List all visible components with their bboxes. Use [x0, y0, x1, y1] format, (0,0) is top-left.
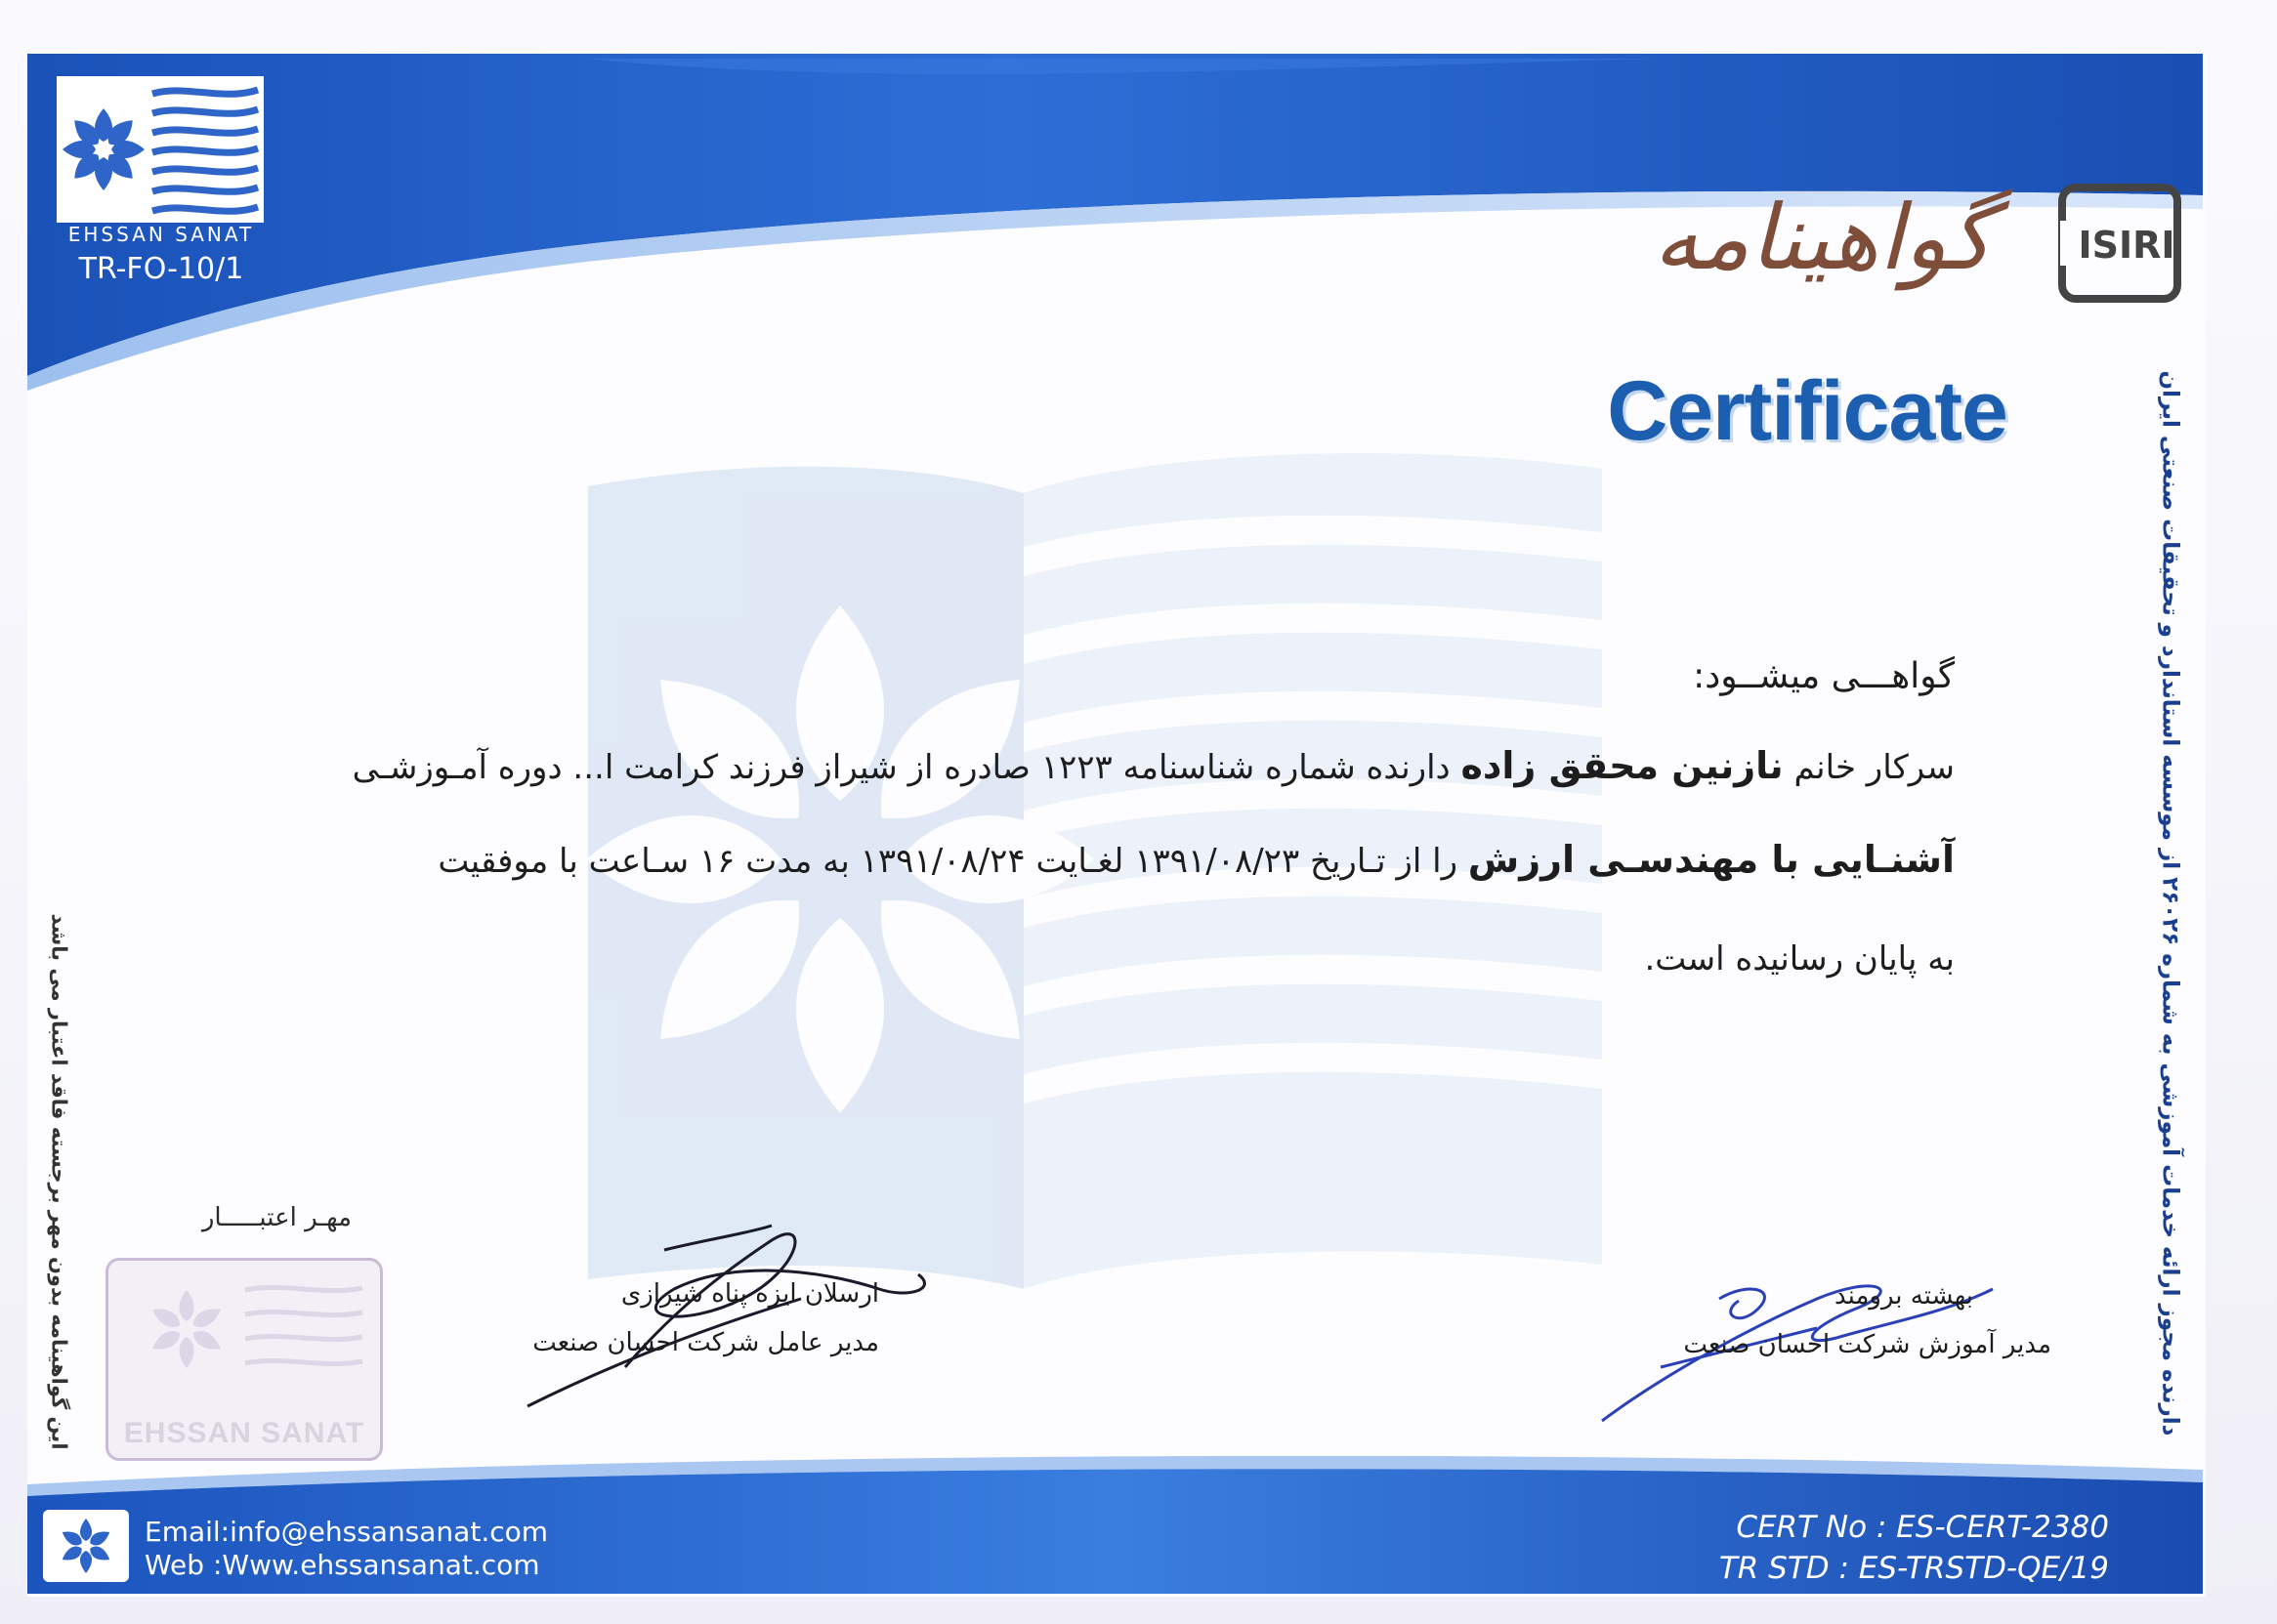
- training-standard-code: TR STD : ES-TRSTD-QE/19: [1718, 1551, 2109, 1586]
- iso-mark-icon: [2056, 182, 2183, 305]
- recipient-prefix: سرکار خانم: [1783, 748, 1955, 787]
- footer-logo-icon: [39, 1504, 133, 1586]
- side-note-validity-text: این گواهینامه بدون مهر برجسته فاقد اعتبار می باشد: [48, 913, 72, 1450]
- signatory-ceo-title: مدیر عامل شرکت احسان صنعت: [532, 1328, 879, 1357]
- course-line: [89, 838, 1955, 881]
- recipient-name: نازنین محقق زاده: [1460, 744, 1784, 787]
- signatory-training-manager-title: مدیر آموزش شرکت احسان صنعت: [1683, 1330, 2051, 1359]
- seal-label: مهـر اعتبـــــار: [201, 1203, 352, 1232]
- title-persian: گواهینامه: [1653, 186, 1993, 290]
- seal-embossed-text: EHSSAN SANAT: [123, 1417, 365, 1449]
- recipient-line: [89, 744, 1955, 787]
- side-note-validity: [35, 913, 84, 1450]
- course-details: را از تـاریخ ۱۳۹۱/۰۸/۲۳ لغـایت ۱۳۹۱/۰۸/۲۴ به مدت ۱۶ سـاعت با موفقیت: [438, 842, 1468, 881]
- completion-line: به پایان رسانیده است.: [1644, 939, 1955, 979]
- star-flower-logo-icon: [63, 108, 145, 190]
- title-english: Certificate: [1607, 364, 2007, 458]
- side-note-license-text: دارنده مجوز ارائه خدمات آموزشی به شماره ۲۶۰۲۶ از موسسه استاندارد و تحقیقات صنعتی ایران: [2157, 370, 2182, 1437]
- side-note-license: [2144, 352, 2195, 1455]
- signatory-ceo-name: ارسلان ایزه پناه شیرازی: [620, 1279, 879, 1309]
- course-name: آشنـایی با مهندسـی ارزش: [1467, 838, 1955, 881]
- seal-flower-icon: [108, 1261, 380, 1407]
- certifies-line: گواهـــی میشــود:: [1693, 656, 1955, 696]
- certificate-number: CERT No : ES-CERT-2380: [1736, 1510, 2109, 1545]
- contact-website: Web :Www.ehssansanat.com: [145, 1549, 540, 1581]
- contact-email: Email:info@ehssansanat.com: [145, 1516, 549, 1548]
- embossed-seal: [105, 1258, 383, 1461]
- signatory-training-manager-name: بهشته برومند: [1834, 1281, 1973, 1311]
- company-logo: [57, 76, 264, 223]
- form-code: TR-FO-10/1: [78, 252, 244, 286]
- brand-name: EHSSAN SANAT: [67, 223, 255, 246]
- svg-text:ISIRI: ISIRI: [2078, 224, 2175, 267]
- recipient-details: دارنده شماره شناسنامه ۱۲۲۳ صادره از شیراز فرزند کرامت ا... دوره آمـوزشـی: [352, 748, 1461, 787]
